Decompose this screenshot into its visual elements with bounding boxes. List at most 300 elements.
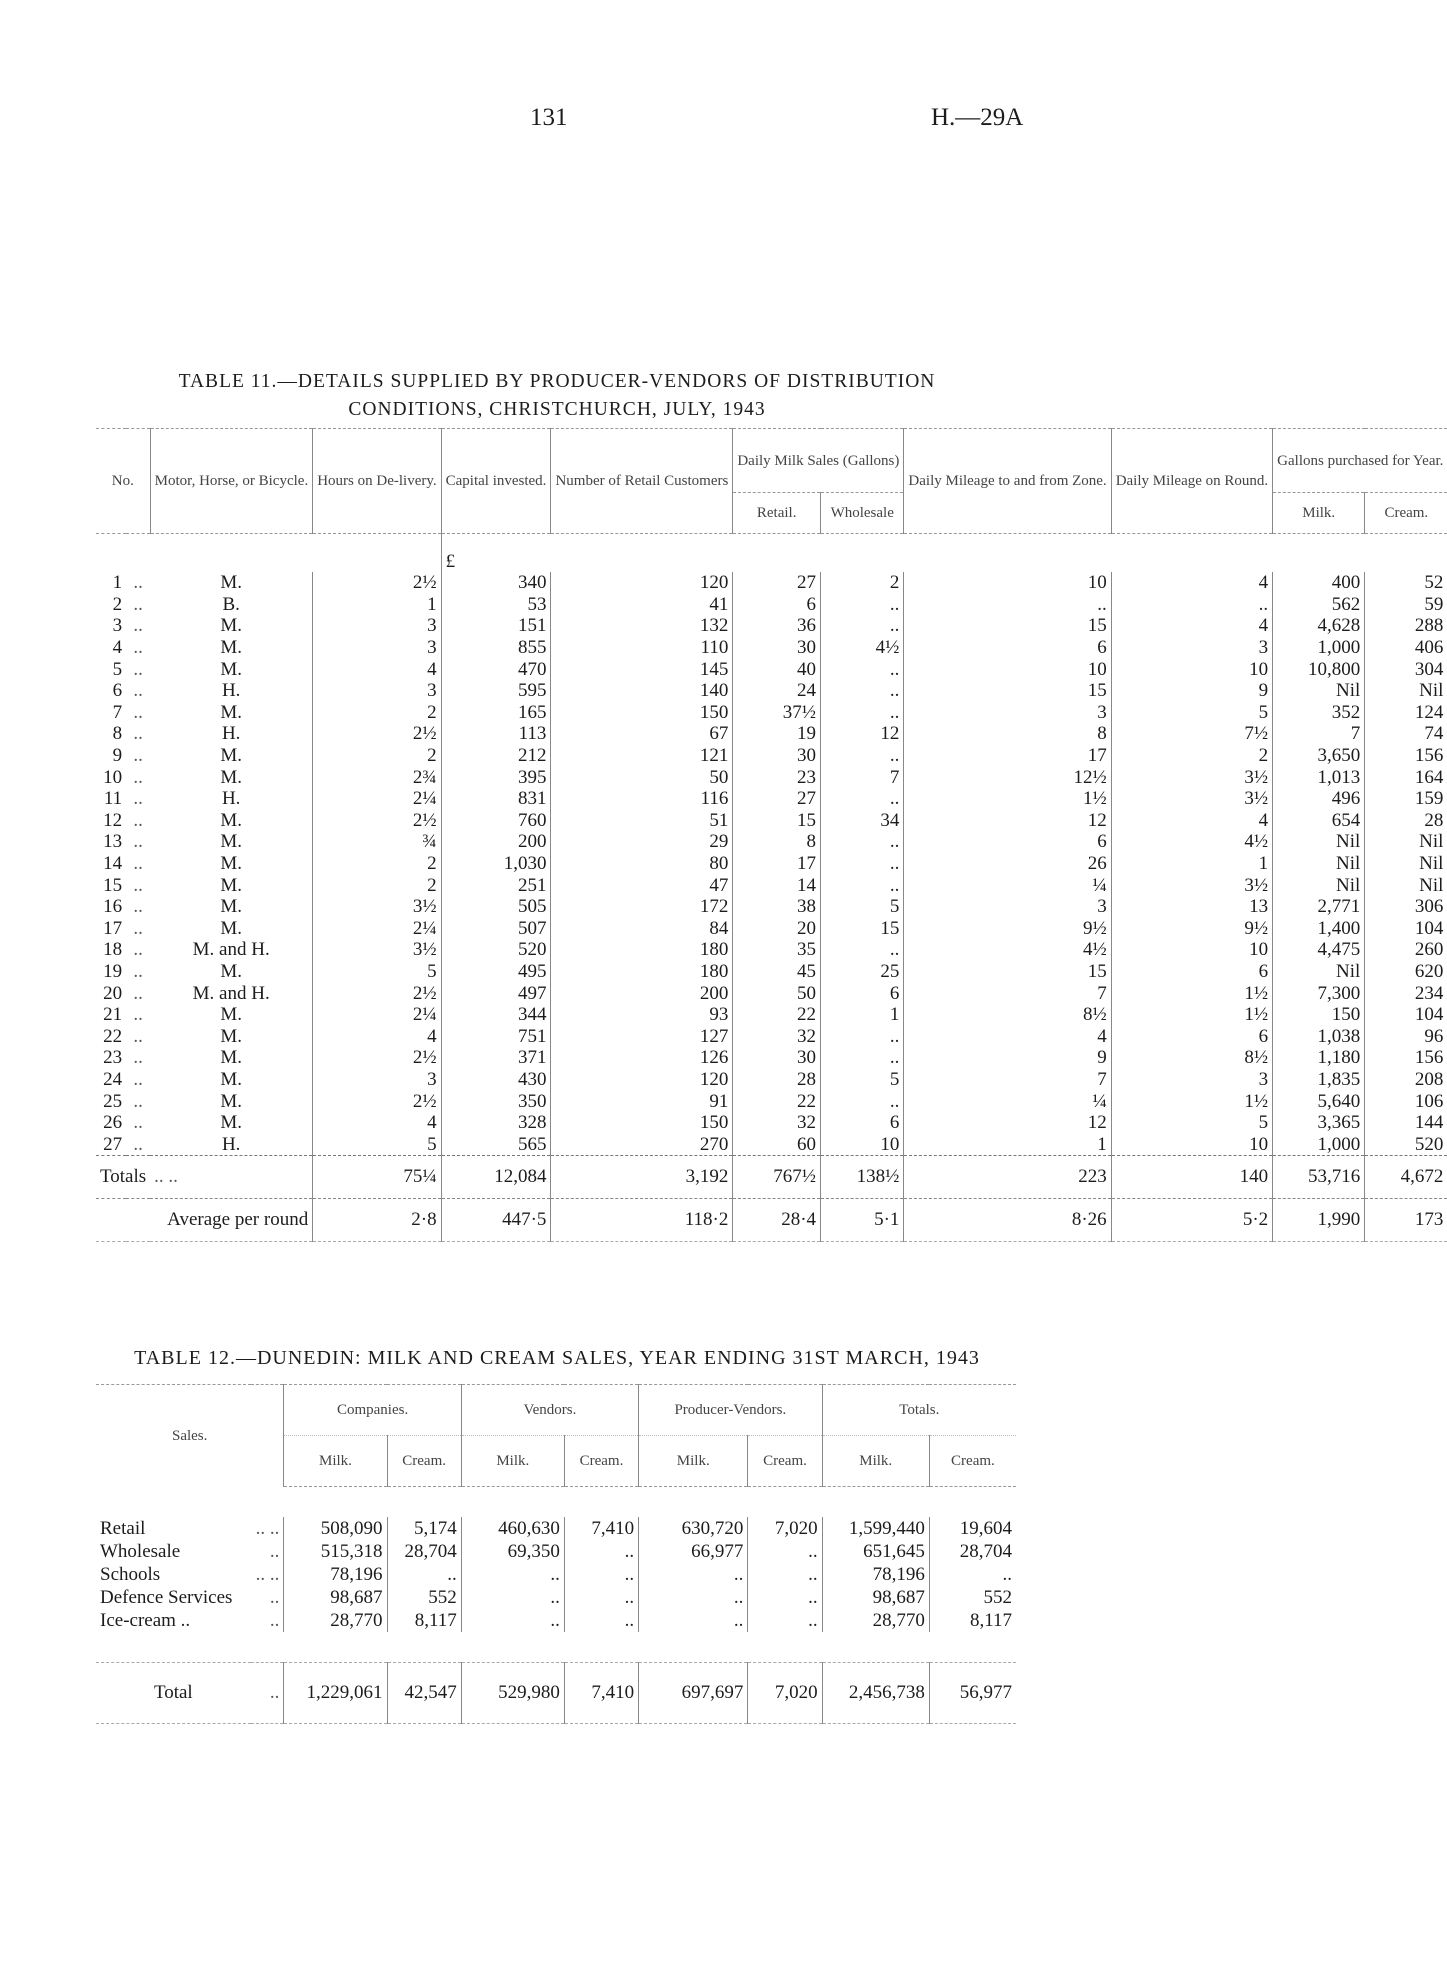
row-mileage-round: 1½ (1111, 1090, 1272, 1112)
header-companies-milk: Milk. (284, 1436, 387, 1487)
row-capital: 212 (441, 745, 551, 767)
row-capital: 251 (441, 874, 551, 896)
row-hours: 3 (313, 1069, 441, 1091)
row-mileage-zone: ¼ (904, 874, 1111, 896)
row-hours: 3½ (313, 896, 441, 918)
row-dots: .. (133, 615, 143, 637)
header-daily-sales: Daily Milk Sales (Gallons) (733, 429, 904, 493)
companies-cream: .. (387, 1563, 461, 1586)
sales-label: Wholesale (100, 1540, 181, 1562)
row-wholesale-sales: .. (821, 1047, 904, 1069)
row-vehicle: M. (220, 745, 243, 767)
companies-cream: 28,704 (387, 1540, 461, 1563)
total-totals-cream: 56,977 (929, 1663, 1016, 1724)
row-retail-sales: 23 (733, 766, 821, 788)
row-capital: 470 (441, 658, 551, 680)
row-milk-purchased: 496 (1273, 788, 1365, 810)
header-gallons-purchased: Gallons purchased for Year. (1273, 429, 1447, 493)
row-retail-sales: 32 (733, 1112, 821, 1134)
row-milk-purchased: 1,180 (1273, 1047, 1365, 1069)
row-milk-purchased: Nil (1273, 680, 1365, 702)
row-mileage-zone: 9 (904, 1047, 1111, 1069)
row-retail-sales: 50 (733, 982, 821, 1004)
companies-milk: 28,770 (284, 1609, 387, 1632)
row-number: 25 (103, 1090, 123, 1112)
row-mileage-zone: 6 (904, 637, 1111, 659)
row-capital: 430 (441, 1069, 551, 1091)
row-milk-purchased: 3,650 (1273, 745, 1365, 767)
totals-retail: 767½ (733, 1156, 821, 1199)
totals-cream: 28,704 (929, 1540, 1016, 1563)
row-hours: 2¾ (313, 766, 441, 788)
row-vehicle: M. (220, 1090, 243, 1112)
row-customers: 121 (551, 745, 733, 767)
row-customers: 172 (551, 896, 733, 918)
row-hours: 2¼ (313, 788, 441, 810)
sales-label: Defence Services (100, 1586, 233, 1608)
row-retail-sales: 15 (733, 810, 821, 832)
row-cream-purchased: Nil (1365, 853, 1447, 875)
header-sales-wholesale: Wholesale (821, 493, 904, 534)
row-vehicle: M. (220, 874, 243, 896)
producer-vendors-cream: 7,020 (748, 1517, 822, 1540)
row-number: 14 (103, 853, 123, 875)
table-row (96, 572, 1447, 594)
row-milk-purchased: 1,038 (1273, 1025, 1365, 1047)
producer-vendors-milk: .. (639, 1563, 748, 1586)
total-row (96, 1663, 1016, 1724)
producer-vendors-milk: .. (639, 1609, 748, 1632)
table-row (96, 1004, 1447, 1026)
row-milk-purchased: 7 (1273, 723, 1365, 745)
row-customers: 116 (551, 788, 733, 810)
table-row (96, 788, 1447, 810)
row-mileage-zone: 7 (904, 1069, 1111, 1091)
totals-round: 140 (1111, 1156, 1272, 1199)
row-dots: .. (133, 680, 143, 702)
capital-unit: £ (441, 534, 551, 573)
table-row (96, 1517, 1016, 1540)
table11-title-line1: TABLE 11.—DETAILS SUPPLIED BY PRODUCER-VENDORS OF DISTRIBUTION (178, 371, 936, 392)
row-mileage-round: 5 (1111, 1112, 1272, 1134)
row-hours: 4 (313, 658, 441, 680)
total-vendors-cream: 7,410 (564, 1663, 638, 1724)
row-wholesale-sales: .. (821, 615, 904, 637)
row-retail-sales: 22 (733, 1004, 821, 1026)
companies-cream: 8,117 (387, 1609, 461, 1632)
row-number: 8 (112, 723, 123, 745)
row-hours: 2½ (313, 572, 441, 594)
vendors-milk: .. (461, 1586, 564, 1609)
row-wholesale-sales: 6 (821, 982, 904, 1004)
table-row (96, 1586, 1016, 1609)
row-milk-purchased: 4,475 (1273, 939, 1365, 961)
row-hours: 1 (313, 594, 441, 616)
companies-cream: 5,174 (387, 1517, 461, 1540)
totals-cream: 552 (929, 1586, 1016, 1609)
row-wholesale-sales: 15 (821, 918, 904, 940)
row-retail-sales: 60 (733, 1133, 821, 1155)
row-cream-purchased: 156 (1365, 1047, 1447, 1069)
row-hours: 3 (313, 637, 441, 659)
total-dots: .. (251, 1663, 284, 1724)
table-row (96, 658, 1447, 680)
row-number: 1 (112, 572, 123, 594)
row-capital: 395 (441, 766, 551, 788)
row-cream-purchased: 52 (1365, 572, 1447, 594)
row-vehicle: M. and H. (192, 982, 270, 1004)
row-capital: 495 (441, 961, 551, 983)
row-wholesale-sales: 6 (821, 1112, 904, 1134)
row-cream-purchased: 304 (1365, 658, 1447, 680)
row-milk-purchased: Nil (1273, 874, 1365, 896)
row-customers: 145 (551, 658, 733, 680)
row-mileage-zone: 12 (904, 810, 1111, 832)
row-customers: 91 (551, 1090, 733, 1112)
row-retail-sales: 37½ (733, 702, 821, 724)
row-hours: ¾ (313, 831, 441, 853)
row-mileage-round: 13 (1111, 896, 1272, 918)
row-wholesale-sales: .. (821, 853, 904, 875)
row-dots: .. (133, 637, 143, 659)
sales-dots: .. .. (255, 1563, 280, 1585)
sales-dots: .. .. (255, 1517, 280, 1539)
row-vehicle: M. (220, 1047, 243, 1069)
table-row (96, 874, 1447, 896)
total-producer-vendors-cream: 7,020 (748, 1663, 822, 1724)
row-capital: 340 (441, 572, 551, 594)
header-sales: Sales. (96, 1385, 284, 1487)
row-capital: 520 (441, 939, 551, 961)
row-mileage-round: 4 (1111, 810, 1272, 832)
row-capital: 505 (441, 896, 551, 918)
row-mileage-round: .. (1111, 594, 1272, 616)
row-vehicle: M. (220, 917, 243, 939)
row-retail-sales: 24 (733, 680, 821, 702)
row-milk-purchased: Nil (1273, 853, 1365, 875)
row-vehicle: H. (221, 723, 241, 745)
row-capital: 855 (441, 637, 551, 659)
row-dots: .. (133, 1090, 143, 1112)
table-row (96, 831, 1447, 853)
header-mileage-round: Daily Mileage on Round. (1111, 429, 1272, 534)
row-hours: 3 (313, 615, 441, 637)
companies-milk: 508,090 (284, 1517, 387, 1540)
row-dots: .. (133, 788, 143, 810)
row-milk-purchased: 1,013 (1273, 766, 1365, 788)
header-purchased-cream: Cream. (1365, 493, 1447, 534)
row-hours: 4 (313, 1112, 441, 1134)
row-customers: 93 (551, 1004, 733, 1026)
row-vehicle: M. (220, 615, 243, 637)
row-dots: .. (133, 766, 143, 788)
header-vendors: Vendors. (461, 1385, 638, 1436)
producer-vendors-cream: .. (748, 1563, 822, 1586)
table-row (96, 637, 1447, 659)
producer-vendors-cream: .. (748, 1540, 822, 1563)
row-customers: 140 (551, 680, 733, 702)
row-wholesale-sales: .. (821, 874, 904, 896)
row-milk-purchased: Nil (1273, 831, 1365, 853)
average-round: 5·2 (1111, 1199, 1272, 1242)
row-cream-purchased: 159 (1365, 788, 1447, 810)
vendors-milk: 69,350 (461, 1540, 564, 1563)
row-retail-sales: 27 (733, 572, 821, 594)
row-hours: 2 (313, 702, 441, 724)
row-dots: .. (133, 723, 143, 745)
row-customers: 120 (551, 572, 733, 594)
row-mileage-round: 1 (1111, 853, 1272, 875)
row-number: 26 (103, 1112, 123, 1134)
row-wholesale-sales: 10 (821, 1133, 904, 1155)
table-row (96, 939, 1447, 961)
document-reference: H.—29A (931, 104, 1024, 131)
row-wholesale-sales: .. (821, 745, 904, 767)
row-number: 17 (103, 917, 123, 939)
row-wholesale-sales: 12 (821, 723, 904, 745)
row-capital: 760 (441, 810, 551, 832)
row-mileage-zone: 17 (904, 745, 1111, 767)
row-hours: 4 (313, 1025, 441, 1047)
row-cream-purchased: Nil (1365, 680, 1447, 702)
row-wholesale-sales: .. (821, 939, 904, 961)
row-mileage-round: 3 (1111, 637, 1272, 659)
row-wholesale-sales: 7 (821, 766, 904, 788)
header-totals-cream: Cream. (929, 1436, 1016, 1487)
row-mileage-zone: 15 (904, 680, 1111, 702)
row-mileage-zone: 10 (904, 658, 1111, 680)
row-number: 2 (112, 593, 123, 615)
row-vehicle: M. (220, 1025, 243, 1047)
row-dots: .. (133, 1133, 143, 1155)
totals-cream: 8,117 (929, 1609, 1016, 1632)
row-vehicle: H. (221, 1133, 241, 1155)
row-customers: 84 (551, 918, 733, 940)
row-mileage-zone: 15 (904, 615, 1111, 637)
row-mileage-round: 10 (1111, 658, 1272, 680)
average-customers: 118·2 (551, 1199, 733, 1242)
row-mileage-round: 2 (1111, 745, 1272, 767)
total-producer-vendors-milk: 697,697 (639, 1663, 748, 1724)
row-customers: 270 (551, 1133, 733, 1155)
row-number: 7 (112, 701, 123, 723)
row-mileage-round: 10 (1111, 1133, 1272, 1155)
header-totals: Totals. (822, 1385, 1016, 1436)
row-milk-purchased: 150 (1273, 1004, 1365, 1026)
totals-milk: 1,599,440 (822, 1517, 929, 1540)
row-mileage-round: 1½ (1111, 982, 1272, 1004)
row-milk-purchased: 400 (1273, 572, 1365, 594)
row-mileage-zone: 12½ (904, 766, 1111, 788)
table-row (96, 853, 1447, 875)
row-dots: .. (133, 658, 143, 680)
row-vehicle: M. (220, 766, 243, 788)
totals-dots: .. .. (150, 1156, 313, 1199)
row-hours: 2 (313, 874, 441, 896)
row-cream-purchased: 620 (1365, 961, 1447, 983)
row-mileage-round: 3½ (1111, 766, 1272, 788)
header-purchased-milk: Milk. (1273, 493, 1365, 534)
row-retail-sales: 38 (733, 896, 821, 918)
row-vehicle: M. and H. (192, 939, 270, 961)
row-cream-purchased: Nil (1365, 874, 1447, 896)
average-row (96, 1199, 1447, 1242)
row-capital: 53 (441, 594, 551, 616)
row-retail-sales: 19 (733, 723, 821, 745)
row-cream-purchased: Nil (1365, 831, 1447, 853)
row-customers: 80 (551, 853, 733, 875)
sales-label: Retail (100, 1517, 146, 1539)
row-dots: .. (133, 960, 143, 982)
average-hours: 2·8 (313, 1199, 441, 1242)
table-row (96, 961, 1447, 983)
table12-title: TABLE 12.—DUNEDIN: MILK AND CREAM SALES, YEAR ENDING 31ST MARCH, 1943 (134, 1347, 980, 1369)
row-cream-purchased: 104 (1365, 918, 1447, 940)
row-dots: .. (133, 853, 143, 875)
row-retail-sales: 40 (733, 658, 821, 680)
table-row (96, 745, 1447, 767)
companies-milk: 515,318 (284, 1540, 387, 1563)
row-retail-sales: 45 (733, 961, 821, 983)
row-cream-purchased: 28 (1365, 810, 1447, 832)
row-vehicle: M. (220, 1068, 243, 1090)
table-row (96, 1025, 1447, 1047)
row-wholesale-sales: 25 (821, 961, 904, 983)
row-hours: 5 (313, 1133, 441, 1155)
row-capital: 151 (441, 615, 551, 637)
row-dots: .. (133, 1068, 143, 1090)
row-mileage-zone: 26 (904, 853, 1111, 875)
totals-label: Totals (96, 1156, 150, 1199)
row-dots: .. (133, 809, 143, 831)
row-mileage-round: 1½ (1111, 1004, 1272, 1026)
table-row (96, 982, 1447, 1004)
sales-label: Schools (100, 1563, 161, 1585)
table-row (96, 1563, 1016, 1586)
row-capital: 565 (441, 1133, 551, 1155)
average-capital: 447·5 (441, 1199, 551, 1242)
row-retail-sales: 20 (733, 918, 821, 940)
row-retail-sales: 6 (733, 594, 821, 616)
header-customers: Number of Retail Customers (551, 429, 733, 534)
header-hours: Hours on De-livery. (313, 429, 441, 534)
page-number: 131 (530, 104, 568, 131)
row-number: 12 (103, 809, 123, 831)
row-number: 6 (112, 680, 123, 702)
table-row (96, 1090, 1447, 1112)
row-dots: .. (133, 1025, 143, 1047)
average-cream: 173 (1365, 1199, 1447, 1242)
table-row (96, 615, 1447, 637)
row-customers: 29 (551, 831, 733, 853)
totals-zone: 223 (904, 1156, 1111, 1199)
table-row (96, 1133, 1447, 1155)
totals-cream: 4,672 (1365, 1156, 1447, 1199)
row-hours: 2½ (313, 810, 441, 832)
row-capital: 371 (441, 1047, 551, 1069)
row-capital: 165 (441, 702, 551, 724)
row-customers: 50 (551, 766, 733, 788)
table-row (96, 1069, 1447, 1091)
row-milk-purchased: 2,771 (1273, 896, 1365, 918)
sales-dots: .. (269, 1586, 280, 1608)
total-companies-milk: 1,229,061 (284, 1663, 387, 1724)
row-wholesale-sales: 34 (821, 810, 904, 832)
row-cream-purchased: 234 (1365, 982, 1447, 1004)
totals-cream: .. (929, 1563, 1016, 1586)
row-mileage-zone: 7 (904, 982, 1111, 1004)
row-mileage-zone: 4 (904, 1025, 1111, 1047)
average-wholesale: 5·1 (821, 1199, 904, 1242)
row-customers: 51 (551, 810, 733, 832)
row-dots: .. (133, 593, 143, 615)
table-row (96, 1047, 1447, 1069)
row-cream-purchased: 288 (1365, 615, 1447, 637)
row-mileage-round: 6 (1111, 961, 1272, 983)
totals-milk: 78,196 (822, 1563, 929, 1586)
row-cream-purchased: 306 (1365, 896, 1447, 918)
row-dots: .. (133, 917, 143, 939)
row-retail-sales: 32 (733, 1025, 821, 1047)
row-capital: 1,030 (441, 853, 551, 875)
totals-row (96, 1156, 1447, 1199)
row-hours: 5 (313, 961, 441, 983)
sales-label: Ice-cream .. (100, 1609, 191, 1631)
average-zone: 8·26 (904, 1199, 1111, 1242)
row-hours: 2½ (313, 1047, 441, 1069)
producer-vendors-milk: .. (639, 1586, 748, 1609)
row-cream-purchased: 74 (1365, 723, 1447, 745)
row-mileage-round: 3½ (1111, 788, 1272, 810)
row-vehicle: M. (220, 809, 243, 831)
row-mileage-round: 4 (1111, 572, 1272, 594)
row-number: 16 (103, 896, 123, 918)
table-row (96, 918, 1447, 940)
row-dots: .. (133, 1004, 143, 1026)
totals-milk: 28,770 (822, 1609, 929, 1632)
row-customers: 67 (551, 723, 733, 745)
row-hours: 2½ (313, 1090, 441, 1112)
total-companies-cream: 42,547 (387, 1663, 461, 1724)
producer-vendors-milk: 66,977 (639, 1540, 748, 1563)
row-cream-purchased: 208 (1365, 1069, 1447, 1091)
table11-body (96, 534, 1447, 1156)
row-customers: 150 (551, 702, 733, 724)
row-vehicle: B. (222, 593, 240, 615)
table-row (96, 680, 1447, 702)
row-number: 10 (103, 766, 123, 788)
row-milk-purchased: 1,000 (1273, 637, 1365, 659)
row-wholesale-sales: 4½ (821, 637, 904, 659)
row-customers: 120 (551, 1069, 733, 1091)
table-row (96, 896, 1447, 918)
totals-wholesale: 138½ (821, 1156, 904, 1199)
row-mileage-round: 9½ (1111, 918, 1272, 940)
row-vehicle: M. (220, 637, 243, 659)
row-dots: .. (133, 896, 143, 918)
vendors-cream: 7,410 (564, 1517, 638, 1540)
row-retail-sales: 28 (733, 1069, 821, 1091)
row-vehicle: M. (220, 1004, 243, 1026)
row-capital: 113 (441, 723, 551, 745)
header-producer-vendors: Producer-Vendors. (639, 1385, 823, 1436)
row-dots: .. (133, 831, 143, 853)
row-capital: 350 (441, 1090, 551, 1112)
table-row (96, 594, 1447, 616)
row-dots: .. (133, 572, 143, 594)
table-row (96, 723, 1447, 745)
row-mileage-round: 4½ (1111, 831, 1272, 853)
